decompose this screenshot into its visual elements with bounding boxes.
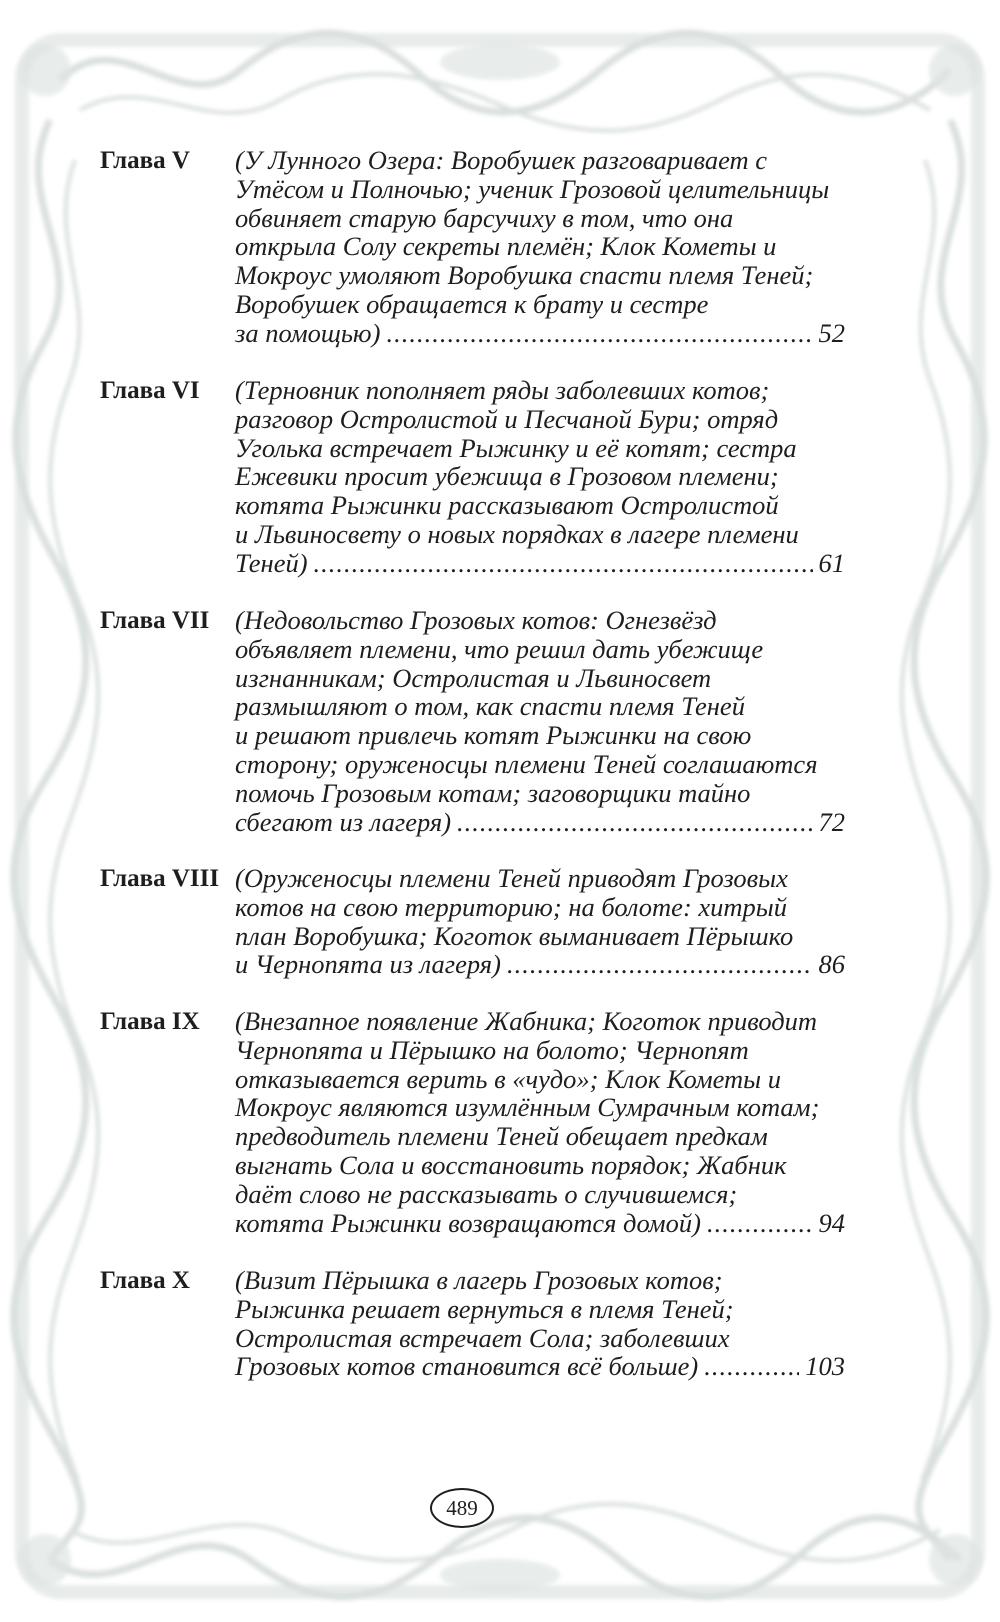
summary-line: обвиняет старую барсучиху в том, что она xyxy=(235,202,734,233)
summary-line: (Оруженосцы племени Теней приводят Грозовых xyxy=(235,863,788,893)
summary-line: (Терновник пополняет ряды заболевших котов; xyxy=(235,375,770,405)
summary-line: разговор Остролистой и Песчаной Бури; отряд xyxy=(235,403,779,434)
summary-line: выгнать Сола и восстановить порядок; Жабник xyxy=(235,1149,787,1180)
chapter-summary xyxy=(235,1266,845,1381)
leader-dots xyxy=(707,1209,813,1238)
summary-line: котята Рыжинки возвращаются домой) xyxy=(235,1207,701,1238)
summary-last-line xyxy=(235,808,845,837)
page-reference: 72 xyxy=(818,806,845,837)
summary-line: Мокроус умоляют Воробушка спасти племя Теней; xyxy=(235,260,814,291)
summary-last-line xyxy=(235,1352,845,1381)
summary-line: и Чернопята из лагеря) xyxy=(235,949,501,980)
leader-dots xyxy=(507,950,813,979)
summary-line: Утёсом и Полночью; ученик Грозовой целительницы xyxy=(235,173,830,204)
summary-line: Ежевики просит убежища в Грозовом племени; xyxy=(235,461,779,492)
summary-line: Воробушек обращается к брату и сестре xyxy=(235,288,709,319)
summary-line: Грозовых котов становится всё больше) xyxy=(235,1351,699,1382)
summary-line: отказывается верить в «чудо»; Клок Кометы и xyxy=(235,1063,781,1094)
summary-line: (Недовольство Грозовых котов: Огнезвёзд xyxy=(235,605,717,635)
summary-line: план Воробушка; Коготок выманивает Пёрышко xyxy=(235,920,794,951)
chapter-label: Глава VII xyxy=(100,607,210,634)
leader-dots xyxy=(457,808,812,837)
page-reference: 52 xyxy=(818,317,845,348)
summary-line: даёт слово не рассказывать о случившемся; xyxy=(235,1178,738,1209)
summary-line: изгнанникам; Остролистая и Львиносвет xyxy=(235,662,712,693)
chapter-summary xyxy=(235,1007,845,1237)
summary-line: открыла Солу секреты племён; Клок Кометы и xyxy=(235,231,777,262)
chapter-label: Глава IX xyxy=(100,1008,200,1035)
leader-dots xyxy=(314,549,813,578)
chapter-summary xyxy=(235,376,845,578)
summary-last-line xyxy=(235,549,845,578)
summary-line: сторону; оруженосцы племени Теней соглашаются xyxy=(235,748,818,779)
chapter-label: Глава X xyxy=(100,1267,190,1294)
summary-line: (Визит Пёрышка в лагерь Грозовых котов; xyxy=(235,1265,723,1295)
summary-last-line xyxy=(235,319,845,348)
summary-line: (Внезапное появление Жабника; Коготок приводит xyxy=(235,1006,818,1036)
chapter-label: Глава VIII xyxy=(100,865,220,892)
page-reference: 86 xyxy=(818,949,845,980)
leader-dots xyxy=(704,1352,799,1381)
chapter-label: Глава VI xyxy=(100,377,200,404)
summary-line: котов на свою территорию; на болоте: хитрый xyxy=(235,891,787,922)
chapter-summary xyxy=(235,864,845,979)
summary-line: и решают привлечь котят Рыжинки на свою xyxy=(235,720,752,751)
chapter-summary xyxy=(235,146,845,348)
chapter-label: Глава V xyxy=(100,147,190,174)
summary-line: и Львиносвету о новых порядках в лагере племени xyxy=(235,518,799,549)
summary-line: Теней) xyxy=(235,547,308,578)
summary-line: котята Рыжинки рассказывают Остролистой xyxy=(235,490,779,521)
summary-line: Остролистая встречает Сола; заболевших xyxy=(235,1322,730,1353)
summary-line: сбегают из лагеря) xyxy=(235,806,452,837)
summary-last-line xyxy=(235,1209,845,1238)
page-reference: 103 xyxy=(805,1351,845,1382)
summary-line: объявляет племени, что решил дать убежище xyxy=(235,633,764,664)
page-reference: 61 xyxy=(818,547,845,578)
summary-line: размышляют о том, как спасти племя Теней xyxy=(235,691,745,722)
summary-line: (У Лунного Озера: Воробушек разговаривает с xyxy=(235,145,768,175)
chapter-summary xyxy=(235,606,845,836)
summary-line: Рыжинка решает вернуться в племя Теней; xyxy=(235,1293,734,1324)
summary-line: за помощью) xyxy=(235,317,381,348)
summary-last-line xyxy=(235,950,845,979)
page-reference: 94 xyxy=(818,1207,845,1238)
summary-line: Чернопята и Пёрышко на болото; Чернопят xyxy=(235,1034,749,1065)
summary-line: помочь Грозовым котам; заговорщики тайно xyxy=(235,777,751,808)
summary-line: Уголька встречает Рыжинку и её котят; сестра xyxy=(235,432,797,463)
summary-line: Мокроус являются изумлённым Сумрачным котам; xyxy=(235,1092,820,1123)
leader-dots xyxy=(386,319,812,348)
summary-line: предводитель племени Теней обещает предкам xyxy=(235,1121,768,1152)
page-number: 489 xyxy=(430,1488,494,1528)
